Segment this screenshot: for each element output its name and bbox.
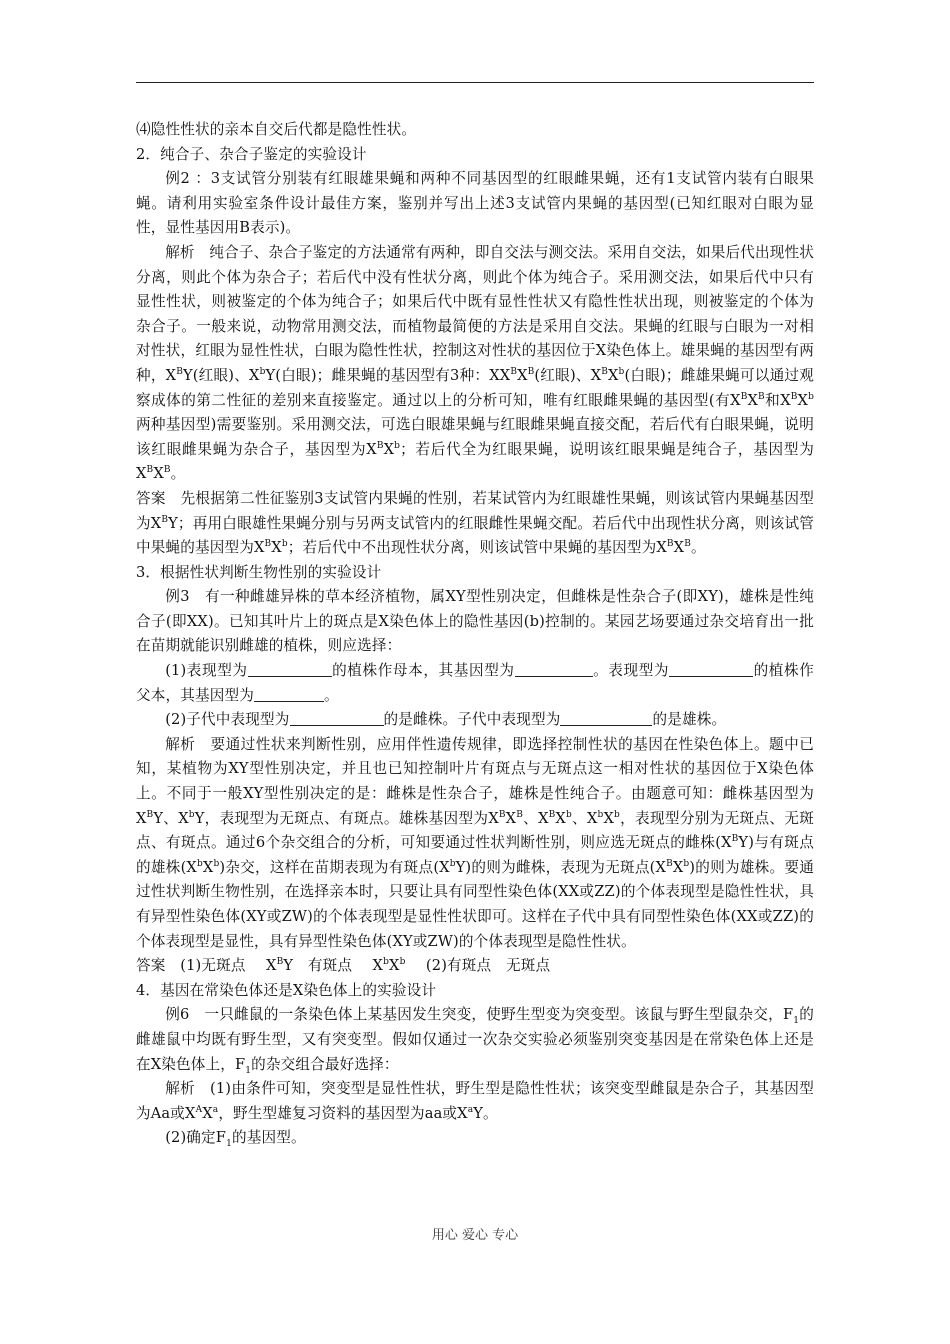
section-heading: 4．基因在常染色体还是X染色体上的实验设计 <box>136 981 437 999</box>
fill-in-question-1: (1)表现型为 的植株作母本，其基因型为 。表现型为 的植株作父本，其基因型为 。 <box>136 662 814 704</box>
answer-blank[interactable] <box>515 662 593 677</box>
section-heading: 3．根据性状判断生物性别的实验设计 <box>136 563 382 581</box>
analysis-paragraph: 解析 纯合子、杂合子鉴定的方法通常有两种，即自交法与测交法。采用自交法，如果后代出现性状分离，则此个体为杂合子；若后代中没有性状分离，则此个体为纯合子。采用测交法，如果后代中只有显性性状，则被鉴定的个体为纯合子；如果后代中既有显性性状又有隐性性状出现，则被鉴定的个体为杂合子。一般来说，动物常用测交法，而植物最简便的方法是采用自交法。果蝇的红眼与白眼为一对相对性状，红眼为显性性状，白眼为隐性性状，控制这对性状的基因位于X染色体上。雄果蝇的基因型有两种，$X^BY$(红眼)、$X^bY$(白眼)；雌果蝇的基因型有3种：$XX^BX^B$(红眼)、$X^BX^b$(白眼)；雌雄果蝇可以通过观察成体的第二性征的差别来直接鉴定。通过以上的分析可知，唯有红眼雌果蝇的基因型(有$X^BX^B$和$X^BX^b$两种基因型)需要鉴别。采用测交法，可选白眼雄果蝇与红眼雌果蝇直接交配，若后代有白眼果蝇，说明该红眼雌果蝇为杂合子，基因型为$X^BX^b$；若后代全为红眼果蝇，说明该红眼果蝇是纯合子，基因型为$X^BX^B$。 <box>136 243 814 483</box>
analysis-paragraph: 解析 (1)由条件可知，突变型是显性性状，野生型是隐性性状；该突变型雌鼠是杂合子，其基因型为Aa或$X^AX^a$，野生型雄复习资料的基因型为aa或$X^aY$。 <box>136 1080 814 1122</box>
example-question: 例3 有一种雌雄异株的草本经济植物，属XY型性别决定，但雌株是性杂合子(即XY)，雄株是性纯合子(即XX)。已知其叶片上的斑点是X染色体上的隐性基因(b)控制的。某园艺场要通过杂交培育出一批在苗期就能识别雌雄的植株，则应选择： <box>136 588 814 655</box>
fill-in-question-2: (2)子代中表现型为 的是雌株。子代中表现型为 的是雄株。 <box>165 711 727 729</box>
answer-paragraph: 答案 先根据第二性征鉴别3支试管内果蝇的性别，若某试管内为红眼雄性果蝇，则该试管内果蝇基因型为$X^BY$；再用白眼雄性果蝇分别与另两支试管内的红眼雌性果蝇交配。若后代中出现性状分离，则该试管中果蝇的基因型为$X^BX^b$；若后代中不出现性状分离，则该试管中果蝇的基因型为$X^BX^B$。 <box>136 489 814 557</box>
answer-blank[interactable] <box>669 662 753 677</box>
answer-blank[interactable] <box>290 711 384 726</box>
answer-blank[interactable] <box>254 687 324 702</box>
answer-blank[interactable] <box>248 662 332 677</box>
analysis-paragraph: 解析 要通过性状来判断性别，应用伴性遗传规律，即选择控制性状的基因在性染色体上。题中已知，某植物为XY型性别决定，并且也已知控制叶片有斑点与无斑点这一相对性状的基因位于X染色体上。不同于一般XY型性别决定的是：雌株是性杂合子，雄株是性纯合子。由题意可知：雌株基因型为$X^BY$、$X^bY$，表现型为无斑点、有斑点。雄株基因型为$X^BX^B$、$X^BX^b$、$X^bX^b$，表现型分别为无斑点、无斑点、有斑点。通过6个杂交组合的分析，可知要通过性状判断性别，则应选无斑点的雌株$(X^BY)$与有斑点的雄株$(X^bX^b)$杂交，这样在苗期表现为有斑点$(X^bY)$的则为雌株，表现为无斑点$(X^BX^b)$的则为雄株。要通过性状判断生物性别，在选择亲本时，只要让具有同型性染色体(XX或ZZ)的个体表现型是隐性性状，具有异型性染色体(XY或ZW)的个体表现型是显性性状即可。这样在子代中具有同型性染色体(XX或ZZ)的个体表现型是显性，具有异型性染色体(XY或ZW)的个体表现型是隐性性状。 <box>136 735 815 950</box>
answer-paragraph: 答案 (1)无斑点 $X^BY$ 有斑点 $X^bX^b$ (2)有斑点 无斑点 <box>136 957 551 975</box>
answer-blank[interactable] <box>560 711 652 726</box>
paragraph: ⑷隐性性状的亲本自交后代都是隐性性状。 <box>136 121 417 138</box>
example-question: 例6 一只雌鼠的一条染色体上某基因发生突变，使野生型变为突变型。该鼠与野生型鼠杂交，$F_1$的雌雄鼠中均既有野生型，又有突变型。假如仅通过一次杂交实验必须鉴别突变基因是在常染色体上还是在X染色体上，$F_1$的杂交组合最好选择： <box>136 1006 814 1076</box>
page-footer: 用心 爱心 专心 <box>431 1228 519 1243</box>
example-question: 例2 ：3支试管分别装有红眼雄果蝇和两种不同基因型的红眼雌果蝇，还有1支试管内装有白眼果蝇。请利用实验室条件设计最佳方案，鉴别并写出上述3支试管内果蝇的基因型(已知红眼对白眼为显性，显性基因用B表示)。 <box>136 170 814 237</box>
analysis-paragraph: (2)确定$F_1$的基因型。 <box>165 1129 306 1150</box>
header-rule <box>136 82 814 83</box>
section-heading: 2．纯合子、杂合子鉴定的实验设计 <box>136 145 367 163</box>
document-body <box>136 118 814 1151</box>
